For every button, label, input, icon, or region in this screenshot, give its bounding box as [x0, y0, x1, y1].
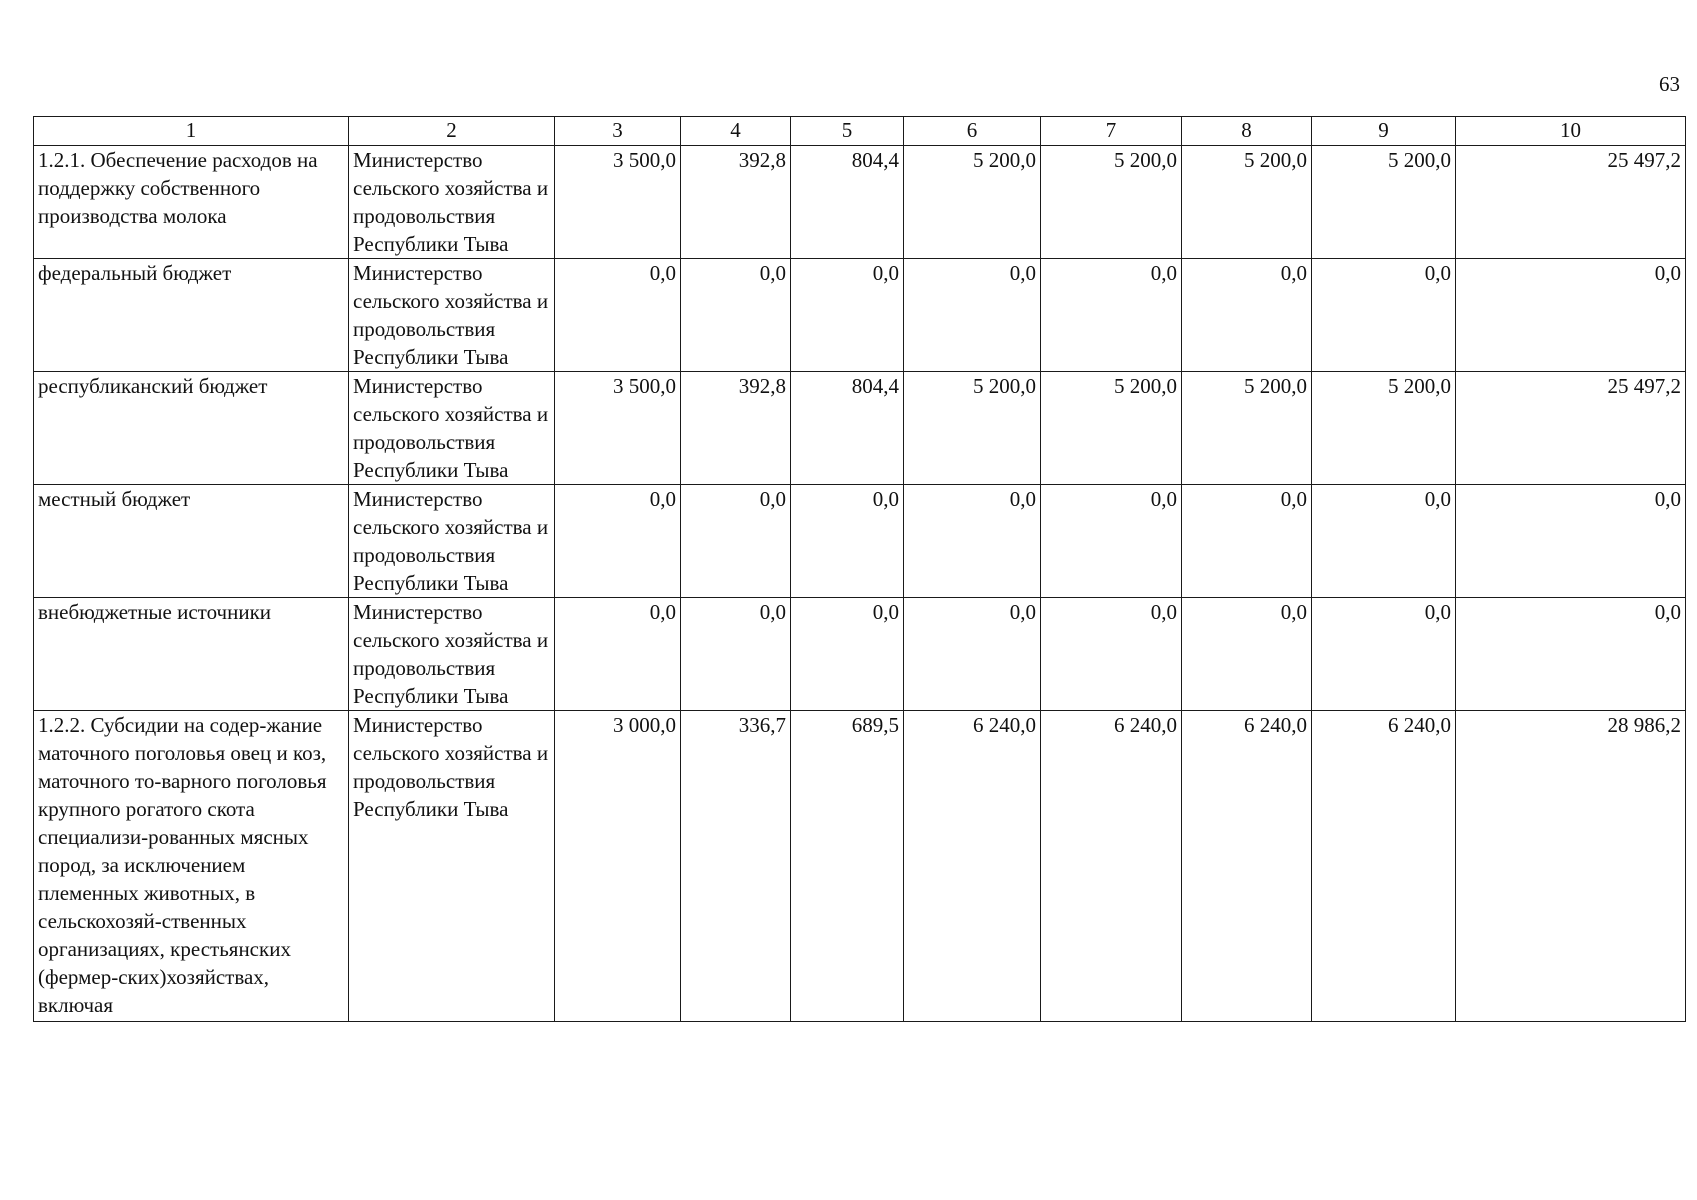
value-cell: 0,0 — [791, 485, 904, 598]
column-header: 5 — [791, 117, 904, 146]
column-header: 9 — [1312, 117, 1456, 146]
value-cell: 336,7 — [681, 711, 791, 1022]
value-cell: 0,0 — [1041, 485, 1182, 598]
value-cell: 0,0 — [555, 485, 681, 598]
executor-cell: Министерство сельского хозяйства и продовольствия Республики Тыва — [349, 711, 555, 1022]
value-cell: 0,0 — [1312, 485, 1456, 598]
row-name-cell: 1.2.1. Обеспечение расходов на поддержку собственного производства молока — [34, 146, 349, 259]
value-cell: 3 500,0 — [555, 146, 681, 259]
value-cell: 5 200,0 — [904, 372, 1041, 485]
value-cell: 5 200,0 — [1312, 372, 1456, 485]
value-cell: 0,0 — [1041, 598, 1182, 711]
budget-table — [33, 116, 1686, 1022]
column-header: 2 — [349, 117, 555, 146]
table-row — [34, 259, 1686, 372]
value-cell: 5 200,0 — [1312, 146, 1456, 259]
executor-cell: Министерство сельского хозяйства и продовольствия Республики Тыва — [349, 372, 555, 485]
value-cell: 6 240,0 — [904, 711, 1041, 1022]
total-cell: 0,0 — [1456, 485, 1686, 598]
column-header: 8 — [1182, 117, 1312, 146]
value-cell: 5 200,0 — [1041, 372, 1182, 485]
column-header: 7 — [1041, 117, 1182, 146]
total-cell: 28 986,2 — [1456, 711, 1686, 1022]
total-cell: 0,0 — [1456, 598, 1686, 711]
value-cell: 0,0 — [904, 598, 1041, 711]
column-header: 6 — [904, 117, 1041, 146]
value-cell: 0,0 — [1312, 259, 1456, 372]
executor-cell: Министерство сельского хозяйства и продовольствия Республики Тыва — [349, 485, 555, 598]
table-row — [34, 372, 1686, 485]
column-header: 3 — [555, 117, 681, 146]
value-cell: 5 200,0 — [904, 146, 1041, 259]
value-cell: 0,0 — [791, 259, 904, 372]
row-name-cell: внебюджетные источники — [34, 598, 349, 711]
value-cell: 0,0 — [1182, 259, 1312, 372]
value-cell: 0,0 — [1041, 259, 1182, 372]
executor-cell: Министерство сельского хозяйства и продовольствия Республики Тыва — [349, 259, 555, 372]
value-cell: 0,0 — [555, 259, 681, 372]
table-row — [34, 598, 1686, 711]
value-cell: 0,0 — [555, 598, 681, 711]
column-header: 10 — [1456, 117, 1686, 146]
value-cell: 804,4 — [791, 146, 904, 259]
value-cell: 0,0 — [1182, 485, 1312, 598]
value-cell: 0,0 — [1312, 598, 1456, 711]
value-cell: 6 240,0 — [1041, 711, 1182, 1022]
value-cell: 0,0 — [791, 598, 904, 711]
row-name-cell: 1.2.2. Субсидии на содер-жание маточного поголовья овец и коз, маточного то-варного поголовья крупного рогатого скота специализи-рованных мясных пород, за исключением племенных животных, в сельскохозяй-ственных организациях, крестьянских (фермер-ских)хозяйствах, включая — [34, 711, 349, 1022]
value-cell: 392,8 — [681, 372, 791, 485]
row-name-cell: федеральный бюджет — [34, 259, 349, 372]
row-name-cell: местный бюджет — [34, 485, 349, 598]
total-cell: 25 497,2 — [1456, 146, 1686, 259]
value-cell: 689,5 — [791, 711, 904, 1022]
page-number: 63 — [1659, 72, 1680, 96]
value-cell: 5 200,0 — [1041, 146, 1182, 259]
value-cell: 0,0 — [681, 485, 791, 598]
value-cell: 3 000,0 — [555, 711, 681, 1022]
value-cell: 5 200,0 — [1182, 372, 1312, 485]
header-row — [34, 117, 1686, 146]
value-cell: 0,0 — [904, 485, 1041, 598]
value-cell: 0,0 — [681, 598, 791, 711]
value-cell: 392,8 — [681, 146, 791, 259]
value-cell: 0,0 — [1182, 598, 1312, 711]
table-row — [34, 485, 1686, 598]
executor-cell: Министерство сельского хозяйства и продовольствия Республики Тыва — [349, 146, 555, 259]
total-cell: 25 497,2 — [1456, 372, 1686, 485]
executor-cell: Министерство сельского хозяйства и продовольствия Республики Тыва — [349, 598, 555, 711]
value-cell: 0,0 — [904, 259, 1041, 372]
value-cell: 804,4 — [791, 372, 904, 485]
table-row — [34, 711, 1686, 1022]
column-header: 1 — [34, 117, 349, 146]
row-name-cell: республиканский бюджет — [34, 372, 349, 485]
value-cell: 6 240,0 — [1182, 711, 1312, 1022]
table-row — [34, 146, 1686, 259]
value-cell: 6 240,0 — [1312, 711, 1456, 1022]
total-cell: 0,0 — [1456, 259, 1686, 372]
value-cell: 0,0 — [681, 259, 791, 372]
value-cell: 5 200,0 — [1182, 146, 1312, 259]
column-header: 4 — [681, 117, 791, 146]
value-cell: 3 500,0 — [555, 372, 681, 485]
